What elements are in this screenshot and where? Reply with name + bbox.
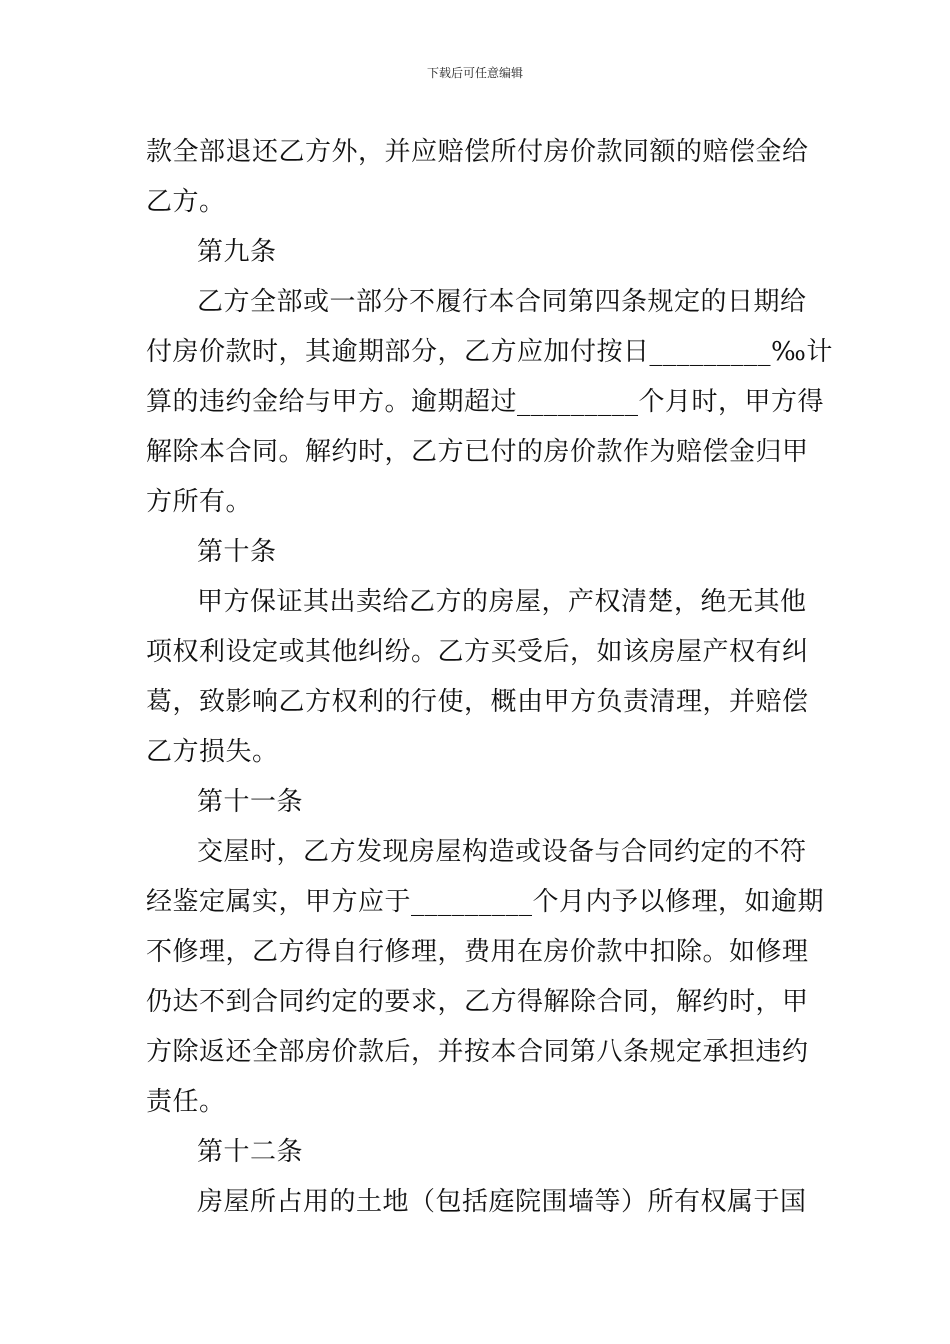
body-line: 房屋所占用的土地（包括庭院围墙等）所有权属于国 xyxy=(197,1187,807,1217)
body-line: 方所有。 xyxy=(146,487,253,517)
article-heading: 第十一条 xyxy=(197,787,304,817)
body-line: 甲方保证其出卖给乙方的房屋，产权清楚，绝无其他 xyxy=(197,587,807,617)
body-line: 不修理，乙方得自行修理，费用在房价款中扣除。如修理 xyxy=(146,937,809,967)
article-heading: 第十二条 xyxy=(197,1137,304,1167)
body-line: 乙方损失。 xyxy=(146,737,279,767)
page-header: 下载后可任意编辑 xyxy=(426,66,523,80)
article-heading: 第九条 xyxy=(197,237,277,267)
body-line: 交屋时，乙方发现房屋构造或设备与合同约定的不符 xyxy=(197,837,807,867)
body-line: 责任。 xyxy=(146,1087,226,1117)
body-line: 仍达不到合同约定的要求，乙方得解除合同，解约时，甲 xyxy=(146,987,809,1017)
body-line: 乙方全部或一部分不履行本合同第四条规定的日期给 xyxy=(197,287,807,317)
body-line: 方除返还全部房价款后，并按本合同第八条规定承担违约 xyxy=(146,1037,809,1067)
body-line: 项权利设定或其他纠纷。乙方买受后，如该房屋产权有纠 xyxy=(146,637,809,667)
body-line: 付房价款时，其逾期部分，乙方应加付按日_________‰计 xyxy=(146,337,833,367)
body-line: 经鉴定属实，甲方应于_________个月内予以修理，如逾期 xyxy=(146,887,825,917)
body-line: 解除本合同。解约时，乙方已付的房价款作为赔偿金归甲 xyxy=(146,437,809,467)
body-line: 款全部退还乙方外，并应赔偿所付房价款同额的赔偿金给 xyxy=(146,137,809,167)
article-heading: 第十条 xyxy=(197,537,277,567)
body-line: 乙方。 xyxy=(146,187,226,217)
body-line: 葛，致影响乙方权利的行使，概由甲方负责清理，并赔偿 xyxy=(146,687,809,717)
document-body xyxy=(146,127,833,1227)
body-line: 算的违约金给与甲方。逾期超过_________个月时，甲方得 xyxy=(146,387,825,417)
